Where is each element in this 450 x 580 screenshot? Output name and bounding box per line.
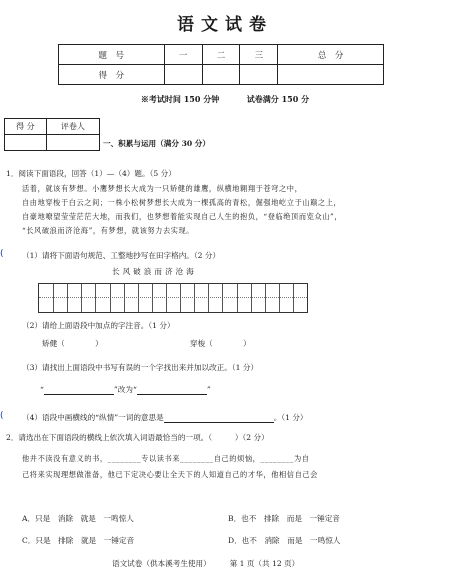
q1-sub3: （3）请找出上面语段中书写有误的一个字找出来并加以改正。（1 分） xyxy=(22,363,259,372)
grid-column-line xyxy=(53,284,54,312)
quote-open: “ xyxy=(40,385,44,394)
score-header-part1: 一 xyxy=(164,45,202,65)
q2-option-c: C．只是 排除 就是 一锤定音 xyxy=(22,536,135,545)
footer-page: 第 1 页（共 12 页） xyxy=(229,559,300,568)
grid-column-line xyxy=(222,284,223,312)
q1-sub1: （1）请将下面语句规范、工整地抄写在田字格内。（2 分） xyxy=(22,251,221,260)
grid-column-line xyxy=(251,284,252,312)
grid-column-line xyxy=(208,284,209,312)
q2-option-b: B．也不 排除 而是 一锤定音 xyxy=(228,514,340,523)
grader-name-label: 评卷人 xyxy=(46,119,99,135)
q1-passage-line: “长风破浪而济沧海”，有梦想，就该努力去实现。 xyxy=(22,226,195,235)
wrong-char-blank xyxy=(44,385,114,395)
q2-option-d: D．也不 消除 而是 一鸣惊人 xyxy=(228,536,341,545)
page-title: 语文试卷 xyxy=(177,15,273,35)
section-title: 一、积累与运用（满分 30 分） xyxy=(103,139,210,148)
grader-score-label: 得 分 xyxy=(5,119,47,135)
footer-title: 语文试卷（供本溪考生使用） xyxy=(112,559,211,568)
meaning-blank xyxy=(164,413,274,423)
grid-column-line xyxy=(81,284,82,312)
grid-column-line xyxy=(180,284,181,312)
grid-column-line xyxy=(293,284,294,312)
right-char-blank xyxy=(137,385,207,395)
score-header-part3: 三 xyxy=(240,45,278,65)
pinyin-item: 矫健（ ） xyxy=(42,339,103,348)
pinyin-item: 穿梭（ ） xyxy=(190,339,251,348)
q1-stem: 1．阅读下面语段，回答（1）—（4）题。（5 分） xyxy=(6,169,176,178)
score-header-label: 题 号 xyxy=(59,45,165,65)
q1-passage-line: 活着，就该有梦想。小鹰梦想长大成为一只矫健的雄鹰，纵横地翱翔于苍穹之中， xyxy=(22,184,303,193)
q1-passage-line: 自豪地嘹望莹莹茫茫大地，而我们，也梦想着能实现自己人生的抱负，“登临绝顶而览众山”， xyxy=(22,212,343,221)
score-cell xyxy=(278,65,384,85)
grid-column-line xyxy=(166,284,167,312)
grader-table xyxy=(4,118,100,151)
copy-text: 长风破浪而济沧海 xyxy=(112,267,197,276)
grid-column-line xyxy=(237,284,238,312)
q1-passage-line: 自由地穿梭于白云之间；一株小松树梦想长大成为一棵孤高的青松，倔强地屹立于山巅之上， xyxy=(22,198,342,207)
exam-time: ※考试时间 150 分钟 xyxy=(140,94,220,104)
grid-column-line xyxy=(110,284,111,312)
page-footer xyxy=(112,558,299,569)
score-cell xyxy=(164,65,202,85)
q2-passage-line: 己将来实现理想做准备，他已下定决心要让全天下的人知道自己的才华，他相信自己会 xyxy=(22,470,318,479)
quote-close: ” xyxy=(206,385,211,394)
q1-sub4 xyxy=(22,412,308,423)
grid-column-line xyxy=(124,284,125,312)
grid-column-line xyxy=(138,284,139,312)
q2-passage-line: 他并不读没有意义的书，________专以读书来________自己的烦恼，________为自 xyxy=(22,454,310,463)
q2-option-a: A．只是 消除 就是 一鸣惊人 xyxy=(22,514,134,523)
exam-full-score: 试卷满分 150 分 xyxy=(246,94,310,104)
score-cell xyxy=(240,65,278,85)
margin-mark: ( xyxy=(0,411,4,421)
grader-cell xyxy=(5,135,47,151)
correction-line xyxy=(40,384,211,395)
grader-cell xyxy=(46,135,99,151)
quote-change: ”改为“ xyxy=(113,385,137,394)
exam-note xyxy=(0,94,450,105)
grid-column-line xyxy=(194,284,195,312)
grid-column-line xyxy=(279,284,280,312)
score-cell xyxy=(202,65,240,85)
q1-sub4-prefix: （4）语段中画横线的“纵情”一词的意思是 xyxy=(22,413,164,422)
margin-mark: ( xyxy=(0,249,4,259)
q2-stem: 2．请选出在下面语段的横线上依次填入词语最恰当的一项。（ ）（2 分） xyxy=(6,433,269,442)
grid-column-line xyxy=(152,284,153,312)
q1-sub2: （2）请给上面语段中加点的字注音。（1 分） xyxy=(22,321,175,330)
grid-column-line xyxy=(265,284,266,312)
grid-column-line xyxy=(67,284,68,312)
score-header-part2: 二 xyxy=(202,45,240,65)
tianzige-grid xyxy=(38,283,308,313)
q1-sub4-suffix: 。（1 分） xyxy=(273,413,308,422)
grid-column-line xyxy=(95,284,96,312)
score-row-label: 得 分 xyxy=(59,65,165,85)
score-header-total: 总 分 xyxy=(278,45,384,65)
score-table xyxy=(58,44,384,85)
